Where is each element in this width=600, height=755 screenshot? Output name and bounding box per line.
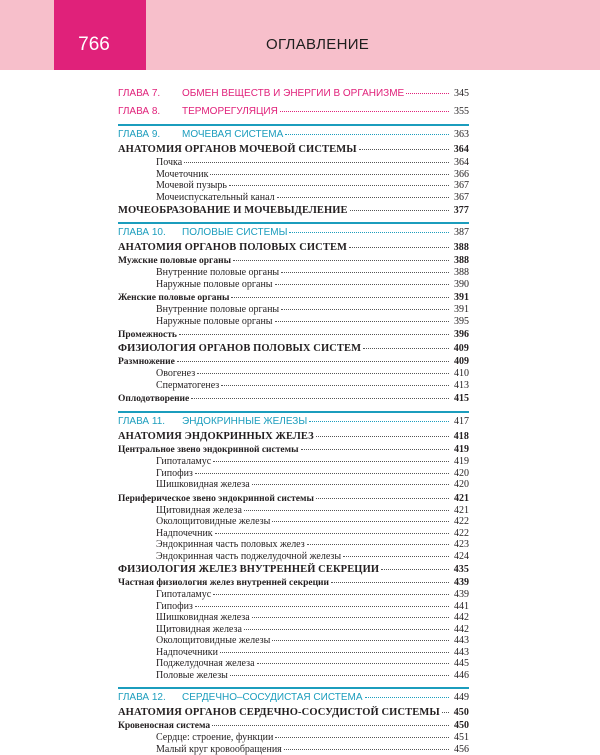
section-entry[interactable] <box>118 564 469 575</box>
page-number-box <box>54 0 146 70</box>
entry-title: Оплодотворение <box>118 394 189 405</box>
chapter-title: ТЕРМОРЕГУЛЯЦИЯ <box>182 106 278 118</box>
dot-leader <box>285 134 449 135</box>
page-ref: 391 <box>451 304 469 316</box>
page-ref: 395 <box>451 316 469 328</box>
chapter-label: ГЛАВА 8. <box>118 106 182 118</box>
entry-title: Наружные половые органы <box>156 279 273 291</box>
chapter-12-entry[interactable] <box>118 687 469 704</box>
dot-leader <box>244 510 449 511</box>
chapter-9-list <box>118 144 469 216</box>
page-ref: 449 <box>451 692 469 704</box>
page-ref: 451 <box>451 732 469 744</box>
entry-title: Промежность <box>118 330 177 341</box>
entry-title: Мужские половые органы <box>118 256 231 267</box>
toc-item[interactable] <box>118 589 469 601</box>
page-ref: 421 <box>451 505 469 517</box>
entry-title: Внутренние половые органы <box>156 267 279 279</box>
chapter-title: ПОЛОВЫЕ СИСТЕМЫ <box>182 227 287 239</box>
chapter-label: ГЛАВА 9. <box>118 129 182 141</box>
entry-title: Околощитовидные железы <box>156 635 270 647</box>
toc-item[interactable] <box>118 732 469 744</box>
toc-item[interactable] <box>118 528 469 540</box>
subsection-entry[interactable] <box>118 255 469 267</box>
page-ref: 367 <box>451 192 469 204</box>
toc-item[interactable] <box>118 456 469 468</box>
toc-item[interactable] <box>118 670 469 682</box>
page-ref: 396 <box>451 329 469 340</box>
dot-leader <box>213 594 449 595</box>
dot-leader <box>272 521 449 522</box>
entry-title: Мочевой пузырь <box>156 180 227 192</box>
dot-leader <box>275 737 449 738</box>
toc-item[interactable] <box>118 744 469 755</box>
page-ref: 456 <box>451 744 469 755</box>
entry-title: Периферическое звено эндокринной системы <box>118 494 314 505</box>
page-ref: 409 <box>451 343 469 354</box>
dot-leader <box>280 111 449 112</box>
toc-item[interactable] <box>118 380 469 392</box>
entry-title: Гипоталамус <box>156 456 211 468</box>
dot-leader <box>244 629 449 630</box>
toc-item[interactable] <box>118 624 469 636</box>
dot-leader <box>229 185 449 186</box>
dot-leader <box>281 272 449 273</box>
toc-item[interactable] <box>118 505 469 517</box>
page-ref: 439 <box>451 577 469 588</box>
dot-leader <box>281 309 449 310</box>
entry-title: Частная физиология желез внутренней секреции <box>118 578 329 589</box>
entry-title: Сперматогенез <box>156 380 219 392</box>
entry-title: Эндокринная часть поджелудочной железы <box>156 551 341 563</box>
page-ref: 435 <box>451 564 469 575</box>
dot-leader <box>275 284 449 285</box>
page-ref: 415 <box>451 393 469 404</box>
page-ref: 345 <box>451 88 469 100</box>
table-of-contents <box>118 88 469 755</box>
dot-leader <box>220 652 449 653</box>
entry-title: Гипофиз <box>156 601 193 613</box>
chapter-7-entry[interactable] <box>118 88 469 100</box>
entry-title: Мочеиспускательный канал <box>156 192 275 204</box>
entry-title: МОЧЕОБРАЗОВАНИЕ И МОЧЕВЫДЕЛЕНИЕ <box>118 205 348 216</box>
chapter-11-list <box>118 431 469 681</box>
page-ref: 441 <box>451 601 469 613</box>
dot-leader <box>231 297 449 298</box>
chapter-title: СЕРДЕЧНО–СОСУДИСТАЯ СИСТЕМА <box>182 692 363 704</box>
dot-leader <box>289 232 449 233</box>
chapter-10-list <box>118 242 469 405</box>
entry-title: Эндокринная часть половых желез <box>156 539 305 551</box>
entry-title: Внутренние половые органы <box>156 304 279 316</box>
toc-item[interactable] <box>118 635 469 647</box>
section-entry[interactable] <box>118 144 469 155</box>
dot-leader <box>275 321 449 322</box>
section-entry[interactable] <box>118 707 469 718</box>
dot-leader <box>210 174 449 175</box>
entry-title: Половые железы <box>156 670 228 682</box>
dot-leader <box>257 663 449 664</box>
dot-leader <box>363 348 449 349</box>
page-ref: 418 <box>451 431 469 442</box>
entry-title: Мочеточник <box>156 169 208 181</box>
entry-title: АНАТОМИЯ ОРГАНОВ МОЧЕВОЙ СИСТЕМЫ <box>118 144 357 155</box>
toc-item[interactable] <box>118 468 469 480</box>
entry-title: Центральное звено эндокринной системы <box>118 445 299 456</box>
subsection-entry[interactable] <box>118 393 469 405</box>
chapter-title: МОЧЕВАЯ СИСТЕМА <box>182 129 283 141</box>
dot-leader <box>406 93 449 94</box>
toc-item[interactable] <box>118 316 469 328</box>
section-entry[interactable] <box>118 205 469 216</box>
entry-title: Шишковидная железа <box>156 612 250 624</box>
dot-leader <box>359 149 449 150</box>
entry-title: ФИЗИОЛОГИЯ ЖЕЛЕЗ ВНУТРЕННЕЙ СЕКРЕЦИИ <box>118 564 379 575</box>
entry-title: Щитовидная железа <box>156 624 242 636</box>
toc-item[interactable] <box>118 192 469 204</box>
dot-leader <box>349 247 449 248</box>
page-ref: 446 <box>451 670 469 682</box>
chapter-label: ГЛАВА 10. <box>118 227 182 239</box>
chapter-title: ЭНДОКРИННЫЕ ЖЕЛЕЗЫ <box>182 416 307 428</box>
dot-leader <box>215 533 449 534</box>
dot-leader <box>331 582 449 583</box>
page-ref: 409 <box>451 356 469 367</box>
chapter-11-entry[interactable] <box>118 411 469 428</box>
toc-item[interactable] <box>118 267 469 279</box>
toc-item[interactable] <box>118 479 469 491</box>
toc-item[interactable] <box>118 180 469 192</box>
dot-leader <box>272 640 449 641</box>
page-ref: 422 <box>451 528 469 540</box>
entry-title: Надпочечник <box>156 528 213 540</box>
dot-leader <box>252 617 449 618</box>
dot-leader <box>177 361 449 362</box>
entry-title: Женские половые органы <box>118 293 229 304</box>
page-ref: 364 <box>451 144 469 155</box>
page-ref: 413 <box>451 380 469 392</box>
subsection-entry[interactable] <box>118 720 469 732</box>
dot-leader <box>179 334 449 335</box>
page-ref: 439 <box>451 589 469 601</box>
entry-title: Малый круг кровообращения <box>156 744 282 755</box>
page-title: ОГЛАВЛЕНИЕ <box>266 36 369 53</box>
chapter-label: ГЛАВА 12. <box>118 692 182 704</box>
page-ref: 410 <box>451 368 469 380</box>
page-ref: 443 <box>451 647 469 659</box>
page-ref: 355 <box>451 106 469 118</box>
page-ref: 390 <box>451 279 469 291</box>
entry-title: Наружные половые органы <box>156 316 273 328</box>
toc-item[interactable] <box>118 304 469 316</box>
page-ref: 364 <box>451 157 469 169</box>
entry-title: Кровеносная система <box>118 721 210 732</box>
section-entry[interactable] <box>118 343 469 354</box>
dot-leader <box>350 210 449 211</box>
dot-leader <box>365 697 449 698</box>
page-ref: 445 <box>451 658 469 670</box>
dot-leader <box>309 421 449 422</box>
chapter-12-list <box>118 707 469 755</box>
page-ref: 419 <box>451 456 469 468</box>
page-number: 766 <box>78 34 110 56</box>
subsection-entry[interactable] <box>118 356 469 368</box>
page-ref: 363 <box>451 129 469 141</box>
entry-title: АНАТОМИЯ ОРГАНОВ ПОЛОВЫХ СИСТЕМ <box>118 242 347 253</box>
dot-leader <box>284 749 449 750</box>
page-ref: 442 <box>451 612 469 624</box>
entry-title: Поджелудочная железа <box>156 658 255 670</box>
dot-leader <box>197 373 449 374</box>
dot-leader <box>252 484 449 485</box>
toc-item[interactable] <box>118 551 469 563</box>
page-ref: 388 <box>451 255 469 266</box>
chapter-10-entry[interactable] <box>118 222 469 239</box>
entry-title: Шишковидная железа <box>156 479 250 491</box>
page-ref: 391 <box>451 292 469 303</box>
toc-item[interactable] <box>118 601 469 613</box>
page-ref: 366 <box>451 169 469 181</box>
chapter-label: ГЛАВА 7. <box>118 88 182 100</box>
toc-item[interactable] <box>118 169 469 181</box>
dot-leader <box>230 675 449 676</box>
page-ref: 424 <box>451 551 469 563</box>
dot-leader <box>307 544 449 545</box>
page-ref: 388 <box>451 267 469 279</box>
entry-title: Размножение <box>118 357 175 368</box>
section-entry[interactable] <box>118 242 469 253</box>
dot-leader <box>195 606 449 607</box>
subsection-entry[interactable] <box>118 292 469 304</box>
dot-leader <box>277 197 449 198</box>
toc-item[interactable] <box>118 279 469 291</box>
subsection-entry[interactable] <box>118 329 469 341</box>
entry-title: ФИЗИОЛОГИЯ ОРГАНОВ ПОЛОВЫХ СИСТЕМ <box>118 343 361 354</box>
chapter-title: ОБМЕН ВЕЩЕСТВ И ЭНЕРГИИ В ОРГАНИЗМЕ <box>182 88 404 100</box>
dot-leader <box>213 461 449 462</box>
page-ref: 377 <box>451 205 469 216</box>
section-entry[interactable] <box>118 431 469 442</box>
entry-title: Почка <box>156 157 182 169</box>
entry-title: Сердце: строение, функции <box>156 732 273 744</box>
page-ref: 420 <box>451 479 469 491</box>
toc-item[interactable] <box>118 516 469 528</box>
page-ref: 423 <box>451 539 469 551</box>
page-ref: 388 <box>451 242 469 253</box>
page-ref: 421 <box>451 493 469 504</box>
toc-item[interactable] <box>118 658 469 670</box>
entry-title: Гипофиз <box>156 468 193 480</box>
entry-title: Овогенез <box>156 368 195 380</box>
entry-title: АНАТОМИЯ ЭНДОКРИННЫХ ЖЕЛЕЗ <box>118 431 314 442</box>
page-ref: 420 <box>451 468 469 480</box>
page-ref: 417 <box>451 416 469 428</box>
page-ref: 387 <box>451 227 469 239</box>
entry-title: Околощитовидные железы <box>156 516 270 528</box>
entry-title: Надпочечники <box>156 647 218 659</box>
dot-leader <box>316 498 449 499</box>
dot-leader <box>191 398 449 399</box>
toc-item[interactable] <box>118 368 469 380</box>
toc-item[interactable] <box>118 157 469 169</box>
subsection-entry[interactable] <box>118 577 469 589</box>
subsection-entry[interactable] <box>118 493 469 505</box>
page-ref: 450 <box>451 720 469 731</box>
entry-title: Гипоталамус <box>156 589 211 601</box>
dot-leader <box>381 569 449 570</box>
chapter-8-entry[interactable] <box>118 106 469 118</box>
dot-leader <box>316 436 449 437</box>
subsection-entry[interactable] <box>118 444 469 456</box>
page-ref: 422 <box>451 516 469 528</box>
page-ref: 367 <box>451 180 469 192</box>
dot-leader <box>343 556 449 557</box>
chapter-9-entry[interactable] <box>118 124 469 141</box>
dot-leader <box>184 162 449 163</box>
page-ref: 450 <box>451 707 469 718</box>
entry-title: Щитовидная железа <box>156 505 242 517</box>
toc-item[interactable] <box>118 647 469 659</box>
page-ref: 419 <box>451 444 469 455</box>
dot-leader <box>221 385 449 386</box>
dot-leader <box>212 725 449 726</box>
page-ref: 442 <box>451 624 469 636</box>
dot-leader <box>301 449 450 450</box>
toc-item[interactable] <box>118 612 469 624</box>
chapter-label: ГЛАВА 11. <box>118 416 182 428</box>
toc-item[interactable] <box>118 539 469 551</box>
dot-leader <box>442 712 449 713</box>
dot-leader <box>195 473 449 474</box>
entry-title: АНАТОМИЯ ОРГАНОВ СЕРДЕЧНО-СОСУДИСТОЙ СИСТЕМЫ <box>118 707 440 718</box>
page-ref: 443 <box>451 635 469 647</box>
dot-leader <box>233 260 449 261</box>
